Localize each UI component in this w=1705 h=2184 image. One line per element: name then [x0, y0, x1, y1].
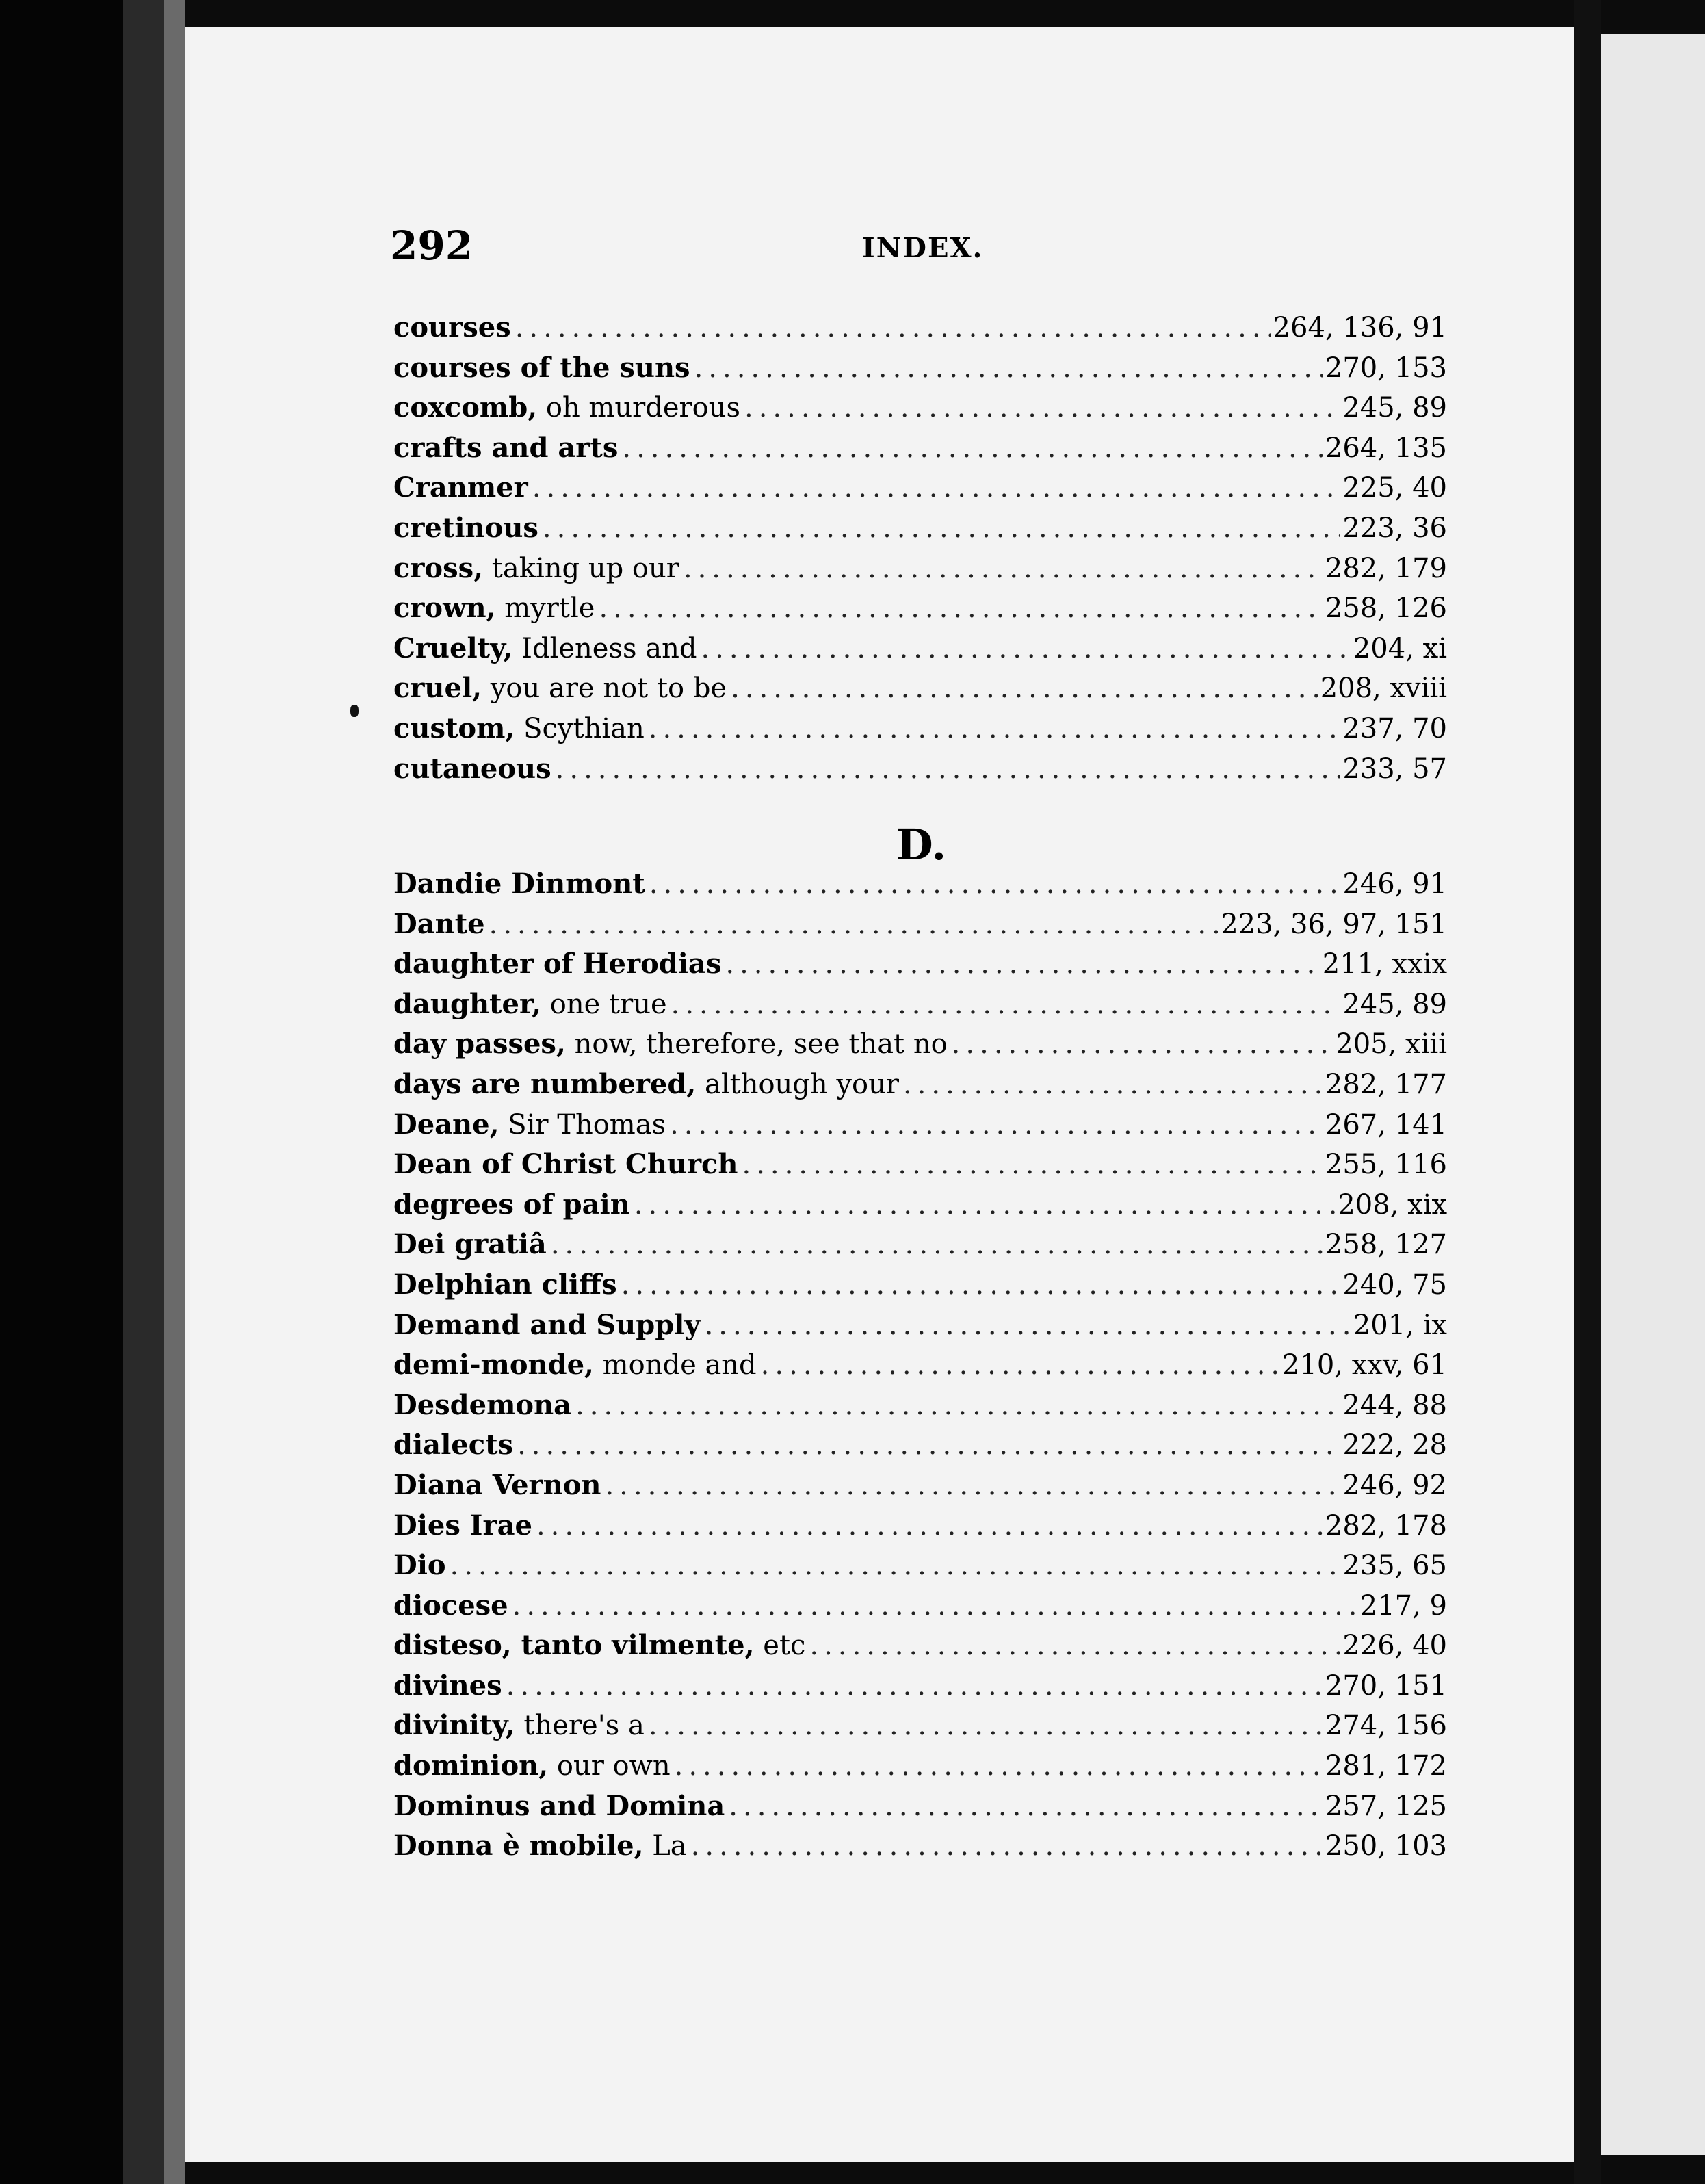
page-references: 246, 91 — [1342, 868, 1447, 900]
index-term — [393, 749, 556, 789]
dot-leader — [761, 1345, 1279, 1385]
index-term-bold: diocese — [393, 1589, 508, 1622]
index-entry — [393, 749, 1447, 790]
index-entry — [393, 1826, 1447, 1867]
index-term-rest: myrtle — [495, 593, 595, 625]
index-term-rest: Sir Thomas — [499, 1108, 666, 1141]
page-references: 246, 92 — [1342, 1469, 1447, 1501]
index-term — [393, 985, 671, 1024]
index-entry — [393, 668, 1447, 709]
index-entry — [393, 1225, 1447, 1265]
index-term — [393, 944, 725, 984]
dot-leader — [729, 1786, 1323, 1826]
dot-leader — [694, 348, 1323, 388]
index-term-rest: Idleness and — [512, 632, 697, 664]
index-term-rest: monde and — [593, 1349, 757, 1381]
page-references: 282, 178 — [1325, 1509, 1447, 1542]
dot-leader — [512, 1586, 1357, 1626]
dot-leader — [742, 1145, 1323, 1184]
index-entry — [393, 1185, 1447, 1225]
page-number: 292 — [390, 222, 473, 269]
index-entry — [393, 428, 1447, 469]
index-entry — [393, 1265, 1447, 1305]
index-term — [393, 1425, 517, 1465]
page-references: 264, 135 — [1325, 432, 1447, 464]
index-term-bold: crafts and arts — [393, 431, 619, 464]
index-term-bold: Dio — [393, 1549, 446, 1582]
index-entry — [393, 1305, 1447, 1346]
index-term-rest: our own — [548, 1750, 671, 1782]
dot-leader — [675, 1746, 1323, 1786]
page-references: 282, 179 — [1325, 552, 1447, 584]
index-term-bold: coxcomb, — [393, 391, 538, 424]
index-term — [393, 629, 701, 668]
index-entry — [393, 1386, 1447, 1426]
page-references: 264, 136, 91 — [1273, 312, 1447, 343]
index-term — [393, 709, 649, 749]
dot-leader — [649, 864, 1340, 904]
dot-leader — [725, 944, 1319, 984]
index-term-rest: etc — [754, 1630, 806, 1662]
index-entry — [393, 508, 1447, 549]
page-references: 282, 177 — [1325, 1068, 1447, 1100]
index-term-bold: Dandie Dinmont — [393, 868, 645, 900]
facing-page-edge — [1601, 34, 1705, 2155]
index-term — [393, 1145, 742, 1184]
dot-leader — [649, 1706, 1323, 1745]
dot-leader — [575, 1386, 1340, 1425]
running-head: INDEX. — [862, 232, 984, 264]
index-term — [393, 1466, 605, 1505]
dot-leader — [506, 1666, 1323, 1706]
index-term — [393, 1225, 551, 1264]
index-entry — [393, 549, 1447, 589]
index-entry — [393, 348, 1447, 389]
page-references: 258, 127 — [1325, 1229, 1447, 1261]
index-term-bold: Dei gratiâ — [393, 1228, 547, 1261]
index-term — [393, 864, 649, 904]
index-entry — [393, 864, 1447, 905]
dot-leader — [952, 1024, 1333, 1064]
page-references: 223, 36, 97, 151 — [1221, 908, 1447, 940]
index-entry — [393, 1786, 1447, 1827]
index-term-bold: degrees of pain — [393, 1188, 630, 1221]
index-term — [393, 1265, 621, 1305]
index-term-bold: custom, — [393, 712, 515, 744]
index-term — [393, 1185, 634, 1225]
index-entry — [393, 1586, 1447, 1626]
index-term-rest: now, therefore, see that no — [565, 1028, 948, 1061]
index-term-rest: one true — [541, 988, 667, 1020]
index-term-bold: cruel, — [393, 672, 482, 705]
index-term-bold: Cranmer — [393, 471, 528, 504]
page-references: 223, 36 — [1342, 512, 1447, 544]
index-term-bold: Dominus and Domina — [393, 1789, 725, 1822]
dot-leader — [621, 1265, 1340, 1305]
index-entry — [393, 1746, 1447, 1786]
index-term — [393, 1305, 705, 1345]
index-term-rest: taking up our — [483, 552, 679, 584]
dot-leader — [634, 1185, 1336, 1225]
index-term — [393, 588, 599, 628]
index-term-bold: dialects — [393, 1429, 514, 1461]
index-term — [393, 905, 489, 944]
index-term-rest: there's a — [515, 1710, 645, 1742]
page-references: 270, 153 — [1325, 352, 1447, 384]
index-entry — [393, 1506, 1447, 1546]
index-term — [393, 1826, 691, 1866]
index-term — [393, 508, 543, 548]
dot-leader — [517, 1425, 1340, 1465]
index-term-bold: divines — [393, 1669, 502, 1702]
page-references: 240, 75 — [1342, 1269, 1447, 1301]
dot-leader — [670, 1105, 1323, 1145]
page-references: 258, 126 — [1325, 593, 1447, 625]
dot-leader — [551, 1225, 1323, 1264]
index-entry — [393, 1024, 1447, 1065]
dot-leader — [556, 749, 1340, 789]
index-entry — [393, 1425, 1447, 1466]
index-term — [393, 348, 694, 388]
dot-leader — [532, 468, 1340, 508]
index-term-bold: dominion, — [393, 1750, 549, 1782]
dot-leader — [599, 588, 1322, 628]
section-letter-d: D. — [896, 820, 947, 870]
page-references: 244, 88 — [1342, 1389, 1447, 1421]
dot-leader — [671, 985, 1340, 1024]
dot-leader — [543, 508, 1340, 548]
index-term-bold: cross, — [393, 551, 484, 584]
index-term-bold: courses of the suns — [393, 351, 690, 384]
page-references: 274, 156 — [1325, 1710, 1447, 1742]
index-term-bold: Deane, — [393, 1108, 499, 1141]
index-entry — [393, 588, 1447, 629]
page-stack-edge-light — [164, 0, 185, 2184]
index-term-bold: divinity, — [393, 1709, 515, 1742]
index-entry — [393, 944, 1447, 985]
index-term — [393, 1746, 675, 1786]
page-references: 211, xxix — [1322, 948, 1447, 980]
index-entry — [393, 1706, 1447, 1746]
page-header — [390, 222, 1450, 277]
index-term-bold: day passes, — [393, 1028, 566, 1061]
index-term — [393, 1626, 809, 1665]
index-term — [393, 1666, 506, 1706]
page-references: 235, 65 — [1342, 1550, 1447, 1582]
page-references: 204, xi — [1353, 632, 1447, 664]
page-references: 245, 89 — [1342, 392, 1447, 424]
dot-leader — [622, 428, 1323, 468]
index-entry — [393, 1466, 1447, 1506]
index-term-bold: Desdemona — [393, 1388, 572, 1421]
dot-leader — [744, 388, 1340, 428]
page-references: 267, 141 — [1325, 1108, 1447, 1141]
page-references: 226, 40 — [1342, 1630, 1447, 1662]
index-term-bold: Dante — [393, 907, 485, 940]
index-term-bold: disteso, tanto vilmente, — [393, 1629, 755, 1662]
dot-leader — [489, 905, 1219, 944]
index-term — [393, 1065, 903, 1104]
index-entry — [393, 1105, 1447, 1145]
page-references: 270, 151 — [1325, 1669, 1447, 1702]
page-references: 255, 116 — [1325, 1149, 1447, 1181]
index-term — [393, 468, 532, 508]
index-term-rest: Scythian — [515, 712, 645, 744]
index-entry — [393, 1666, 1447, 1706]
index-term — [393, 549, 684, 588]
index-term-bold: Demand and Supply — [393, 1308, 701, 1341]
dot-leader — [684, 549, 1323, 588]
page-references: 233, 57 — [1342, 753, 1447, 785]
index-term-bold: Dean of Christ Church — [393, 1148, 738, 1181]
index-section-c — [393, 308, 1447, 789]
dot-leader — [691, 1826, 1323, 1866]
index-term — [393, 388, 744, 428]
page-references: 208, xix — [1338, 1188, 1447, 1221]
index-entry — [393, 1546, 1447, 1586]
index-term-bold: days are numbered, — [393, 1067, 697, 1100]
index-section-d — [393, 864, 1447, 1867]
index-term-rest: you are not to be — [482, 673, 727, 705]
dot-leader — [731, 668, 1318, 708]
index-entry — [393, 709, 1447, 749]
page-references: 217, 9 — [1359, 1589, 1447, 1622]
index-entry — [393, 1145, 1447, 1185]
index-term-bold: crown, — [393, 592, 496, 625]
index-term — [393, 1706, 649, 1745]
index-term — [393, 428, 622, 468]
dot-leader — [809, 1626, 1340, 1665]
index-term-bold: Donna è mobile, — [393, 1830, 644, 1862]
index-term — [393, 308, 515, 348]
index-entry — [393, 985, 1447, 1025]
dot-leader — [536, 1506, 1323, 1546]
index-term-bold: daughter, — [393, 987, 542, 1020]
index-term-rest: although your — [696, 1068, 899, 1100]
ink-spot — [350, 705, 359, 717]
gutter-shadow — [1574, 0, 1601, 2184]
index-entry — [393, 905, 1447, 945]
index-term-rest: La — [643, 1830, 687, 1862]
index-entry — [393, 1345, 1447, 1386]
index-term — [393, 1506, 536, 1546]
index-term — [393, 1345, 761, 1385]
index-term — [393, 1105, 670, 1145]
index-entry — [393, 468, 1447, 508]
page-references: 222, 28 — [1342, 1429, 1447, 1461]
index-term — [393, 1546, 450, 1585]
index-term-bold: daughter of Herodias — [393, 948, 722, 980]
dot-leader — [903, 1065, 1323, 1104]
page-references: 225, 40 — [1342, 472, 1447, 504]
index-term-bold: courses — [393, 311, 511, 343]
index-entry — [393, 1065, 1447, 1105]
index-term-bold: Diana Vernon — [393, 1468, 601, 1501]
index-term — [393, 1024, 952, 1064]
dot-leader — [450, 1546, 1340, 1585]
index-term-bold: cretinous — [393, 511, 538, 544]
page-references: 281, 172 — [1325, 1750, 1447, 1782]
page-references: 237, 70 — [1342, 712, 1447, 744]
index-entry — [393, 629, 1447, 669]
dot-leader — [649, 709, 1340, 749]
page-references: 201, ix — [1353, 1309, 1447, 1341]
index-term — [393, 1786, 729, 1826]
index-term-rest: oh murderous — [537, 392, 740, 424]
page-stack-edge — [123, 0, 164, 2184]
index-term-bold: cutaneous — [393, 752, 551, 785]
index-term-bold: Delphian cliffs — [393, 1268, 617, 1301]
page-references: 205, xiii — [1336, 1028, 1447, 1061]
book-spine — [0, 0, 123, 2184]
page-references: 245, 89 — [1342, 988, 1447, 1020]
page-references: 208, xviii — [1320, 673, 1447, 705]
dot-leader — [515, 308, 1271, 348]
index-term — [393, 668, 731, 708]
index-entry — [393, 308, 1447, 348]
dot-leader — [705, 1305, 1351, 1345]
index-entry — [393, 1626, 1447, 1666]
page-references: 250, 103 — [1325, 1830, 1447, 1862]
page-references: 210, xxv, 61 — [1281, 1349, 1447, 1381]
page-references: 257, 125 — [1325, 1790, 1447, 1822]
index-term-bold: demi-monde, — [393, 1349, 594, 1381]
index-term-bold: Cruelty, — [393, 632, 513, 664]
index-entry — [393, 388, 1447, 428]
index-term — [393, 1386, 575, 1425]
index-term-bold: Dies Irae — [393, 1509, 532, 1542]
index-term — [393, 1586, 512, 1626]
dot-leader — [605, 1466, 1340, 1505]
dot-leader — [701, 629, 1350, 668]
